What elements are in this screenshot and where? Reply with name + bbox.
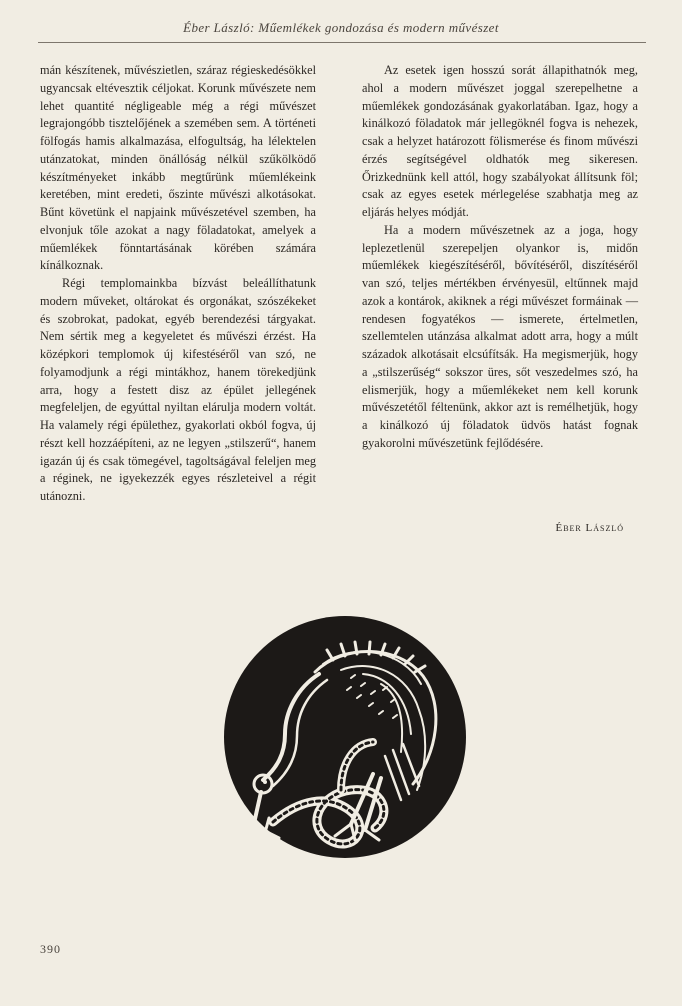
paragraph: Ha a modern művészetnek az a joga, hogy leplezetlenül szerepeljen olyankor is, midőn műemlékek kiegészítéséről, bővítéséről, diszítéséről van szó, teljes mértékben érvényesül, eltűnnek majd azok a kontárok, akiknek a régi művészet formáinak — rendesen fogyatékos — ismerete, értelmetlen, szellemtelen utánzása alkalmat adott arra, hogy a múlt századok alkotásait elcsúfítsák. Ha megismerjük, hogy a „stilszerűség“ sokszor üres, sőt veszedelmes szó, ha elismerjük, hogy a műemlékeket nem kell korunk művészetétől féltenünk, akkor azt is remélhetjük, hogy a kinálkozó új föladatok üdvös hatást fognak gyakorolni művészetünk fejlődésére. [362, 222, 638, 450]
header-rule [38, 42, 646, 43]
paragraph: Régi templomainkba bízvást beleállíthatunk modern műveket, oltárokat és orgonákat, szószékeket és szobrokat, padokat, egyéb berendezési tárgyakat. Nem sértik meg a kegyeletet és művészi érzést. Ha középkori templomok új kifestéséről van szó, ne folyamodjunk a régi mintákhoz, hanem törekedjünk arra, hogy a festett disz az épület jellegének megfeleljen, de egyúttal nyiltan elárulja modern voltát. Ha valamely régi épülethez, gyakorlati okból fogva, új részt kell hozzáépíteni, az ne legyen „stilszerű“, hanem igazán új és csak tömegével, tagoltságával feleljen meg a réginek, ne igyekezzék egyes részleteivel a régit utánozni. [40, 276, 316, 503]
running-title: Éber László: Műemlékek gondozása és modern művészet [183, 20, 499, 35]
crane-with-snake-vignette-icon [223, 614, 467, 860]
text-column-left [40, 62, 316, 506]
page-number: 390 [40, 942, 61, 956]
paragraph: Az esetek igen hosszú sorát állapithatnók meg, ahol a modern művészet joggal szerepelhetne a műemlékek gondozásának gyakorlatában. Igaz, hogy a kinálkozó föladatok már jellegöknél fogva is nehezek, csak a helyzet határozott fölismerése és finom művészi érzés segítségével oldhatók meg sikeresen. Őrizkednünk kell attól, hogy szabályokat állítsunk föl; csak az egyes esetek mérlegelése szabhatja meg az eljárás helyes módját. [362, 63, 638, 219]
author-signature: Éber László [555, 522, 624, 534]
paragraph: mán készítenek, művészietlen, száraz régieskedésökkel ugyancsak eltévesztik céljokat. Korunk művészete nem lehet quantité négligeable még a régi művészet legrajongóbb tisztelőjének a szemében sem. A történeti fölfogás hamis alkalmazása, elfogultság, ha lélektelen utánzatokat, minden önállóság nélkül szűkölködő készítményeket inkább megtűrünk műemlékeink keretében, mint eredeti, őszinte művészi alkotásokat. Bűnt követünk el napjaink művészetével szemben, ha elvonjuk tőle azokat a nagy föladatokat, amelyek a műemlékek fönntartásának körében számára kínálkoznak. [40, 63, 316, 273]
text-column-right [362, 62, 638, 453]
